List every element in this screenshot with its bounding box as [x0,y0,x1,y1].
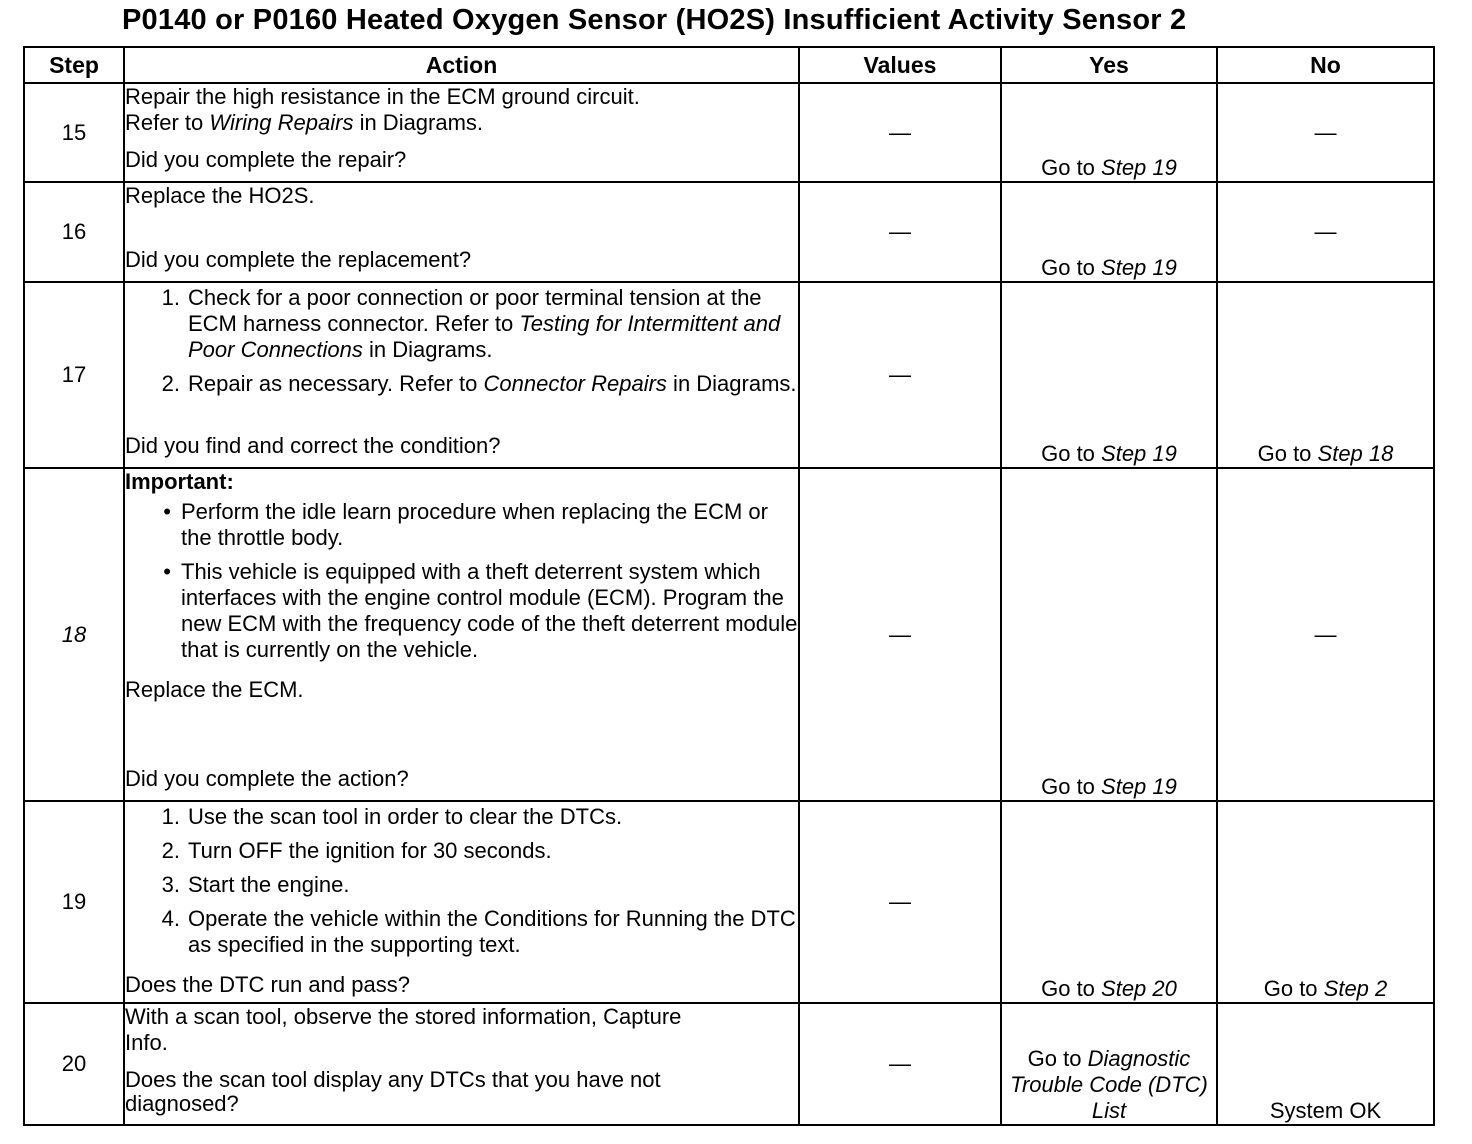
values-cell: — [799,182,1001,282]
action-text: Replace the ECM. [125,677,304,702]
table-row [24,801,1434,1003]
table-row [24,468,1434,801]
reference-link: Wiring Repairs [209,110,354,135]
step-reference: Step 19 [1101,155,1177,180]
values-cell: — [799,468,1001,801]
list-item: 3. Start the engine. [161,872,350,897]
table-row [24,83,1434,182]
yes-cell: Go to Step 19 [1001,468,1217,801]
bullet-icon: • [163,559,171,584]
header-values: Values [799,47,1001,83]
step-number: 15 [24,83,124,182]
action-text: Refer to Wiring Repairs in Diagrams. [125,110,484,135]
no-cell: Go to Step 2 [1217,801,1434,1003]
no-cell: — [1217,468,1434,801]
table-header-row [24,47,1434,83]
header-no: No [1217,47,1434,83]
action-cell [124,282,799,468]
header-action: Action [124,47,799,83]
action-question: Did you complete the replacement? [125,247,472,272]
no-cell: — [1217,83,1434,182]
list-item: 2. Repair as necessary. Refer to Connector Repairs in Diagrams. [161,371,797,396]
step-number: 20 [24,1003,124,1125]
action-question: Did you complete the repair? [125,147,407,172]
no-cell: Go to Step 18 [1217,282,1434,468]
no-cell: — [1217,182,1434,282]
list-item: 2. Turn OFF the ignition for 30 seconds. [161,838,552,863]
no-cell: System OK [1217,1003,1434,1125]
action-question: Did you find and correct the condition? [125,433,501,458]
header-step: Step [24,47,124,83]
important-label: Important: [125,469,234,494]
numbered-list [125,804,798,966]
numbered-list [125,285,798,405]
action-cell [124,801,799,1003]
action-text: Repair the high resistance in the ECM ground circuit. [125,84,640,109]
action-text: With a scan tool, observe the stored information, Capture Info. [125,1004,682,1055]
yes-cell: Go to Diagnostic Trouble Code (DTC) List [1001,1003,1217,1125]
yes-cell: Go to Step 19 [1001,83,1217,182]
step-reference: Step 18 [1317,441,1394,466]
yes-cell: Go to Step 20 [1001,801,1217,1003]
values-cell: — [799,1003,1001,1125]
diagnostic-table [23,46,1435,1126]
list-item: 4. Operate the vehicle within the Conditions for Running the DTC as specified in the supporting text. [161,906,796,957]
action-question: Does the scan tool display any DTCs that you have not diagnosed? [125,1067,661,1116]
step-reference: Step 19 [1101,774,1177,799]
list-item: 1. Use the scan tool in order to clear the DTCs. [161,804,623,829]
step-reference: Step 19 [1101,255,1177,280]
step-reference: Step 20 [1101,976,1177,1001]
action-cell [124,83,799,182]
page-title: P0140 or P0160 Heated Oxygen Sensor (HO2S) Insufficient Activity Sensor 2 [122,4,1187,36]
step-number: 16 [24,182,124,282]
step-number: 17 [24,282,124,468]
bullet-list [125,499,798,671]
table-row [24,182,1434,282]
step-number: 18 [24,468,124,801]
list-item: • Perform the idle learn procedure when replacing the ECM or the throttle body. [125,499,798,551]
bullet-icon: • [163,499,171,524]
values-cell: — [799,83,1001,182]
yes-cell: Go to Step 19 [1001,182,1217,282]
values-cell: — [799,282,1001,468]
action-text: Replace the HO2S. [125,183,315,208]
list-item: 1. Check for a poor connection or poor terminal tension at the ECM harness connector. Refer to Testing for Intermittent and Poor Connections in Diagrams. [161,285,781,362]
step-number: 19 [24,801,124,1003]
yes-cell: Go to Step 19 [1001,282,1217,468]
list-item: • This vehicle is equipped with a theft deterrent system which interfaces with the engine control module (ECM). Program the new ECM with the frequency code of the theft deterrent module that is currently on the vehicle. [125,559,798,663]
table-row [24,1003,1434,1125]
action-cell [124,1003,799,1125]
step-reference: Step 2 [1323,976,1388,1001]
reference-link: Testing for Intermittent and Poor Connections [188,311,781,362]
table-row [24,282,1434,468]
values-cell: — [799,801,1001,1003]
action-question: Does the DTC run and pass? [125,972,410,997]
header-yes: Yes [1001,47,1217,83]
reference-link: Connector Repairs [483,371,667,396]
dtc-list-reference: Diagnostic Trouble Code (DTC) List [1010,1046,1208,1123]
step-reference: Step 19 [1101,441,1177,466]
action-cell [124,182,799,282]
action-question: Did you complete the action? [125,766,409,791]
action-cell [124,468,799,801]
